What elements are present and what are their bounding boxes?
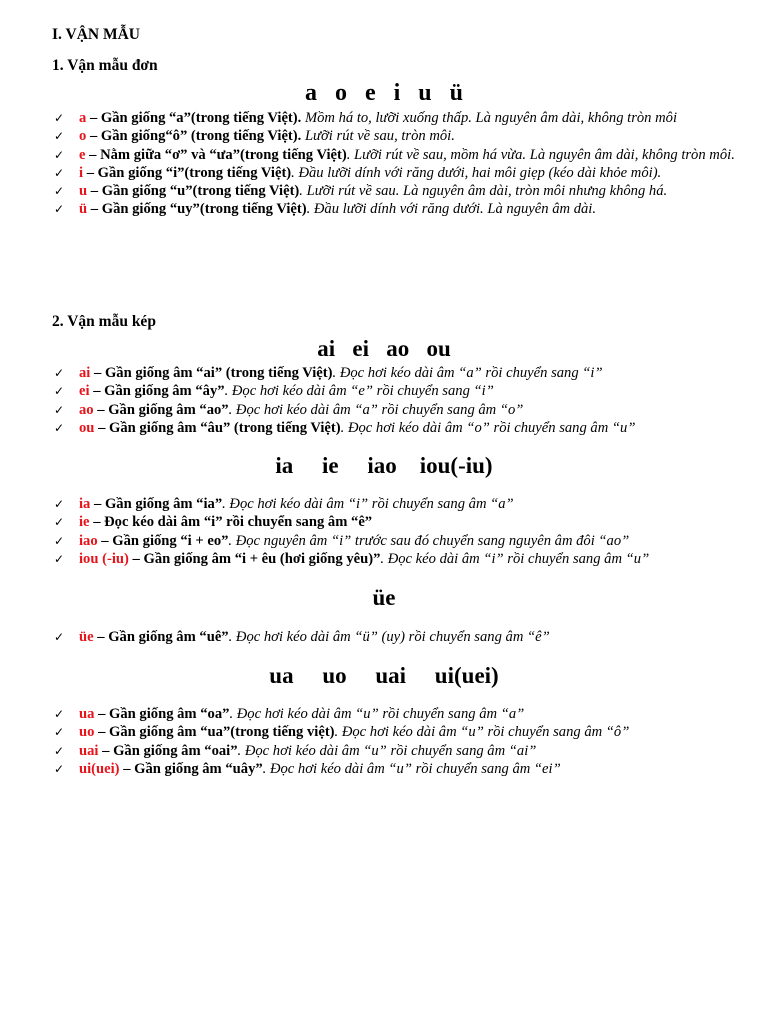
final-description: . Đầu lưỡi dính với răng dưới, hai môi giẹp (kéo dài khỏe môi). xyxy=(291,164,662,181)
list-item xyxy=(52,365,742,382)
final-description: . Đọc nguyên âm “i” trước sau đó chuyển sang nguyên âm đôi “ao” xyxy=(228,532,630,549)
compound-finals-list-2 xyxy=(52,496,742,569)
compound-finals-banner-1: ai ei ao ou xyxy=(317,336,451,361)
checkmark-icon: ✓ xyxy=(54,366,65,380)
final-comparison: – Gần giống âm “ai” (trong tiếng Việt) xyxy=(90,365,333,381)
list-item xyxy=(52,383,742,400)
final-description: . Đọc hơi kéo dài âm “u” rồi chuyển sang âm “a” xyxy=(229,706,525,722)
list-item xyxy=(52,514,742,531)
compound-finals-list-1 xyxy=(52,365,742,438)
final-description: . Đọc hơi kéo dài âm “u” rồi chuyển sang âm “ei” xyxy=(262,760,561,777)
final-description: . Đọc hơi kéo dài âm “a” rồi chuyển sang “i” xyxy=(332,365,603,381)
final-comparison: – Gần giống âm “uê” xyxy=(93,629,229,645)
final-description: . Đọc kéo dài âm “i” rồi chuyển sang âm “u” xyxy=(380,550,650,567)
final-key: iao xyxy=(79,532,98,549)
final-comparison: – Gần giống âm “ua”(trong tiếng việt) xyxy=(94,724,335,741)
section-heading-compound-finals: 2. Vận mẫu kép xyxy=(52,313,156,330)
final-key: ei xyxy=(79,383,90,400)
list-item xyxy=(52,201,742,218)
document-title: I. VẬN MẪU xyxy=(52,26,140,43)
compound-finals-banner-4: ua uo uai ui(uei) xyxy=(269,663,499,688)
final-comparison: – Gần giống âm “i + êu (hơi giống yêu)” xyxy=(128,550,381,567)
final-key: ie xyxy=(79,514,90,531)
compound-finals-banner-2: ia ie iao iou(-iu) xyxy=(275,453,493,478)
checkmark-icon: ✓ xyxy=(54,761,65,776)
final-comparison: – Đọc kéo dài âm “i” rồi chuyển sang âm “ê” xyxy=(89,514,373,531)
list-item xyxy=(52,128,742,145)
compound-finals-list-3 xyxy=(52,629,742,647)
list-item xyxy=(52,147,742,164)
final-comparison: – Gần giống “u”(trong tiếng Việt) xyxy=(87,183,300,200)
list-item xyxy=(52,551,742,568)
final-key: ü xyxy=(79,201,88,218)
checkmark-icon: ✓ xyxy=(54,111,65,125)
checkmark-icon: ✓ xyxy=(54,147,65,162)
final-key: ai xyxy=(79,365,91,381)
final-key: o xyxy=(79,128,87,145)
simple-finals-list xyxy=(52,110,742,220)
final-key: a xyxy=(79,110,87,126)
final-key: ou xyxy=(79,419,95,436)
final-comparison: – Gần giống “a”(trong tiếng Việt). xyxy=(86,110,302,126)
final-comparison: – Gần giống âm “oai” xyxy=(98,742,238,759)
final-key: u xyxy=(79,183,88,200)
simple-finals-banner: a o e i u ü xyxy=(304,80,463,106)
final-description: Mồm há to, lưỡi xuống thấp. Là nguyên âm dài, không tròn môi xyxy=(301,110,678,126)
checkmark-icon: ✓ xyxy=(54,630,65,644)
list-item xyxy=(52,724,742,741)
final-comparison: – Gần giống âm “ia” xyxy=(90,496,223,512)
checkmark-icon: ✓ xyxy=(54,402,65,417)
final-comparison: – Gần giống âm “ây” xyxy=(89,383,225,400)
final-comparison: – Gần giống “i”(trong tiếng Việt) xyxy=(83,164,292,181)
final-comparison: – Gần giống âm “âu” (trong tiếng Việt) xyxy=(94,419,341,436)
checkmark-icon: ✓ xyxy=(54,420,65,435)
checkmark-icon: ✓ xyxy=(54,533,65,548)
final-description: . Đọc hơi kéo dài âm “ü” (uy) rồi chuyển sang âm “ê” xyxy=(228,629,550,645)
final-key: ia xyxy=(79,496,91,512)
checkmark-icon: ✓ xyxy=(54,384,65,399)
final-description: . Lưỡi rút về sau, mồm há vừa. Là nguyên âm dài, không tròn môi. xyxy=(346,146,735,163)
list-item xyxy=(52,402,742,419)
list-item xyxy=(52,110,742,127)
checkmark-icon: ✓ xyxy=(54,184,65,199)
compound-finals-list-4 xyxy=(52,706,742,779)
list-item xyxy=(52,183,742,200)
final-key: ao xyxy=(79,401,94,418)
final-description: . Đọc hơi kéo dài âm “o” rồi chuyển sang âm “u” xyxy=(340,419,636,436)
final-comparison: – Gần giống âm “oa” xyxy=(94,706,230,722)
final-description: . Đọc hơi kéo dài âm “u” rồi chuyển sang âm “ai” xyxy=(237,742,537,759)
section-heading-simple-finals: 1. Vận mẫu đơn xyxy=(52,57,158,74)
final-key: ui(uei) xyxy=(79,760,120,777)
final-description: . Đọc hơi kéo dài âm “i” rồi chuyển sang âm “a” xyxy=(222,496,514,512)
final-comparison: – Gần giống “i + eo” xyxy=(97,532,229,549)
final-comparison: – Nằm giữa “ơ” và “ưa”(trong tiếng Việt) xyxy=(85,146,347,163)
final-key: iou (-iu) xyxy=(79,550,129,567)
final-description: . Đọc hơi kéo dài âm “e” rồi chuyển sang “i” xyxy=(224,383,494,400)
compound-finals-banner-3: üe xyxy=(372,585,396,610)
list-item xyxy=(52,743,742,760)
final-description: Lưỡi rút về sau, tròn môi. xyxy=(301,128,455,145)
checkmark-icon: ✓ xyxy=(54,165,65,180)
list-item xyxy=(52,629,742,646)
final-key: uai xyxy=(79,742,99,759)
final-key: e xyxy=(79,146,86,163)
checkmark-icon: ✓ xyxy=(54,129,65,144)
final-key: uo xyxy=(79,724,95,741)
final-key: i xyxy=(79,164,84,181)
final-comparison: – Gần giống âm “uây” xyxy=(119,760,263,777)
final-description: . Đầu lưỡi dính với răng dưới. Là nguyên âm dài. xyxy=(306,201,596,218)
list-item xyxy=(52,706,742,723)
checkmark-icon: ✓ xyxy=(54,725,65,740)
final-description: . Đọc hơi kéo dài âm “u” rồi chuyển sang âm “ô” xyxy=(334,724,630,741)
final-key: ua xyxy=(79,706,95,722)
checkmark-icon: ✓ xyxy=(54,551,65,566)
final-comparison: – Gần giống“ô” (trong tiếng Việt). xyxy=(86,128,302,145)
final-description: . Lưỡi rút về sau. Là nguyên âm dài, tròn môi nhưng không há. xyxy=(299,183,668,200)
list-item xyxy=(52,761,742,778)
list-item xyxy=(52,496,742,513)
final-description: . Đọc hơi kéo dài âm “a” rồi chuyển sang âm “o” xyxy=(228,401,524,418)
checkmark-icon: ✓ xyxy=(54,743,65,758)
checkmark-icon: ✓ xyxy=(54,497,65,511)
list-item xyxy=(52,165,742,182)
checkmark-icon: ✓ xyxy=(54,707,65,721)
list-item xyxy=(52,420,742,437)
checkmark-icon: ✓ xyxy=(54,515,65,530)
final-comparison: – Gần giống âm “ao” xyxy=(93,401,229,418)
checkmark-icon: ✓ xyxy=(54,202,65,217)
list-item xyxy=(52,533,742,550)
final-key: üe xyxy=(79,629,94,645)
final-comparison: – Gần giống “uy”(trong tiếng Việt) xyxy=(87,201,307,218)
